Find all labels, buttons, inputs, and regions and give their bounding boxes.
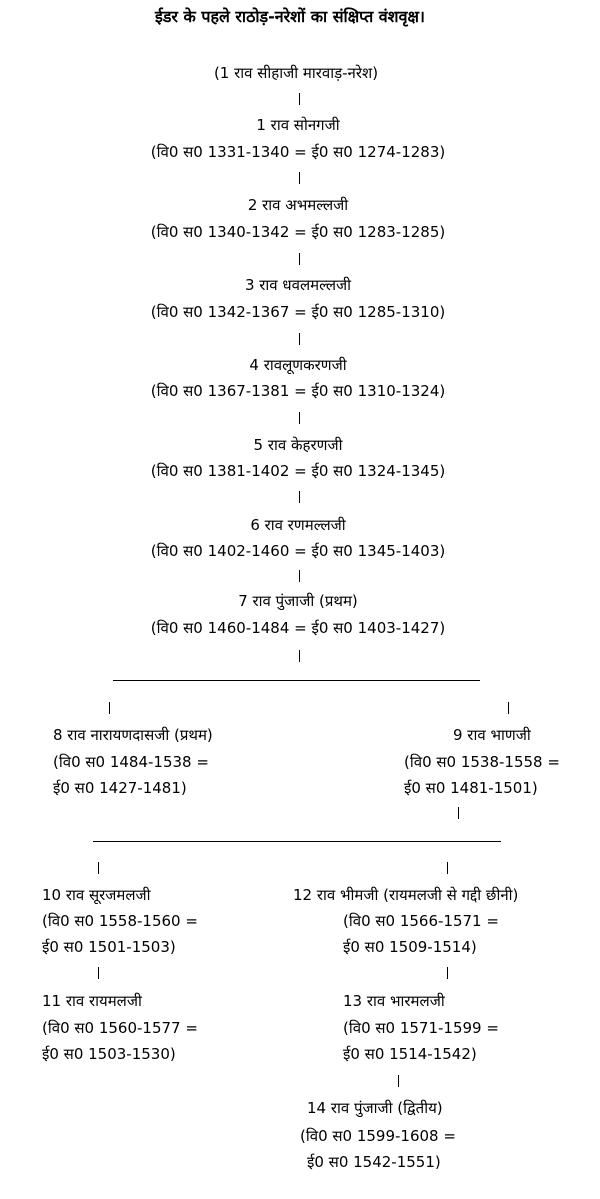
connector-line xyxy=(447,862,448,874)
ruler-12-dates-line2: ई0 स0 1509-1514) xyxy=(343,938,477,956)
root-ancestor: (1 राव सीहाजी मारवाड़-नरेश) xyxy=(213,64,379,82)
connector-line xyxy=(109,702,110,714)
ruler-3-name: 3 राव धवलमल्लजी xyxy=(244,276,352,294)
ruler-14-dates-line2: ई0 स0 1542-1551) xyxy=(307,1153,441,1171)
ruler-12-dates-line1: (वि0 स0 1566-1571 = xyxy=(343,912,499,930)
ruler-11-name: 11 राव रायमलजी xyxy=(42,992,142,1010)
ruler-10-dates-line1: (वि0 स0 1558-1560 = xyxy=(42,912,198,930)
ruler-8-dates-line1: (वि0 स0 1484-1538 = xyxy=(53,753,209,771)
connector-line xyxy=(299,253,300,265)
connector-line xyxy=(299,333,300,345)
connector-line xyxy=(299,491,300,503)
ruler-5-name: 5 राव केहरणजी xyxy=(253,436,343,454)
ruler-9-dates-line1: (वि0 स0 1538-1558 = xyxy=(404,753,560,771)
ruler-12-name: 12 राव भीमजी (रायमलजी से गद्दी छीनी) xyxy=(293,886,519,904)
connector-line xyxy=(458,807,459,819)
ruler-3-dates: (वि0 स0 1342-1367 = ई0 स0 1285-1310) xyxy=(150,303,446,321)
ruler-7-dates: (वि0 स0 1460-1484 = ई0 स0 1403-1427) xyxy=(150,619,446,637)
diagram-title: ईडर के पहले राठोड़-नरेशों का संक्षिप्त वंशवृक्ष। xyxy=(155,7,425,26)
ruler-9-dates-line2: ई0 स0 1481-1501) xyxy=(404,779,538,797)
connector-line xyxy=(299,570,300,582)
branch-line xyxy=(93,841,501,842)
ruler-13-name: 13 राव भारमलजी xyxy=(343,992,445,1010)
connector-line xyxy=(299,93,300,105)
ruler-14-name: 14 राव पुंजाजी (द्वितीय) xyxy=(307,1099,443,1117)
ruler-4-name: 4 रावलूणकरणजी xyxy=(249,356,347,374)
ruler-11-dates-line2: ई0 स0 1503-1530) xyxy=(42,1045,176,1063)
ruler-1-dates: (वि0 स0 1331-1340 = ई0 स0 1274-1283) xyxy=(150,143,446,161)
ruler-7-name: 7 राव पुंजाजी (प्रथम) xyxy=(238,592,358,610)
connector-line xyxy=(299,172,300,184)
branch-line xyxy=(113,680,480,681)
connector-line xyxy=(447,967,448,979)
ruler-4-dates: (वि0 स0 1367-1381 = ई0 स0 1310-1324) xyxy=(150,382,446,400)
connector-line xyxy=(398,1075,399,1087)
ruler-6-name: 6 राव रणमल्लजी xyxy=(250,516,346,534)
ruler-13-dates-line1: (वि0 स0 1571-1599 = xyxy=(343,1019,499,1037)
ruler-13-dates-line2: ई0 स0 1514-1542) xyxy=(343,1045,477,1063)
ruler-11-dates-line1: (वि0 स0 1560-1577 = xyxy=(42,1019,198,1037)
ruler-9-name: 9 राव भाणजी xyxy=(453,726,531,744)
ruler-8-name: 8 राव नारायणदासजी (प्रथम) xyxy=(53,726,213,744)
ruler-10-name: 10 राव सूरजमलजी xyxy=(42,886,151,904)
connector-line xyxy=(299,650,300,662)
ruler-8-dates-line2: ई0 स0 1427-1481) xyxy=(53,779,187,797)
connector-line xyxy=(508,702,509,714)
ruler-2-name: 2 राव अभमल्लजी xyxy=(247,196,349,214)
ruler-14-dates-line1: (वि0 स0 1599-1608 = xyxy=(300,1127,456,1145)
ruler-6-dates: (वि0 स0 1402-1460 = ई0 स0 1345-1403) xyxy=(150,542,446,560)
connector-line xyxy=(98,862,99,874)
connector-line xyxy=(98,967,99,979)
connector-line xyxy=(299,412,300,424)
ruler-10-dates-line2: ई0 स0 1501-1503) xyxy=(42,938,176,956)
ruler-2-dates: (वि0 स0 1340-1342 = ई0 स0 1283-1285) xyxy=(150,223,446,241)
ruler-5-dates: (वि0 स0 1381-1402 = ई0 स0 1324-1345) xyxy=(150,462,446,480)
ruler-1-name: 1 राव सोनगजी xyxy=(256,116,340,134)
